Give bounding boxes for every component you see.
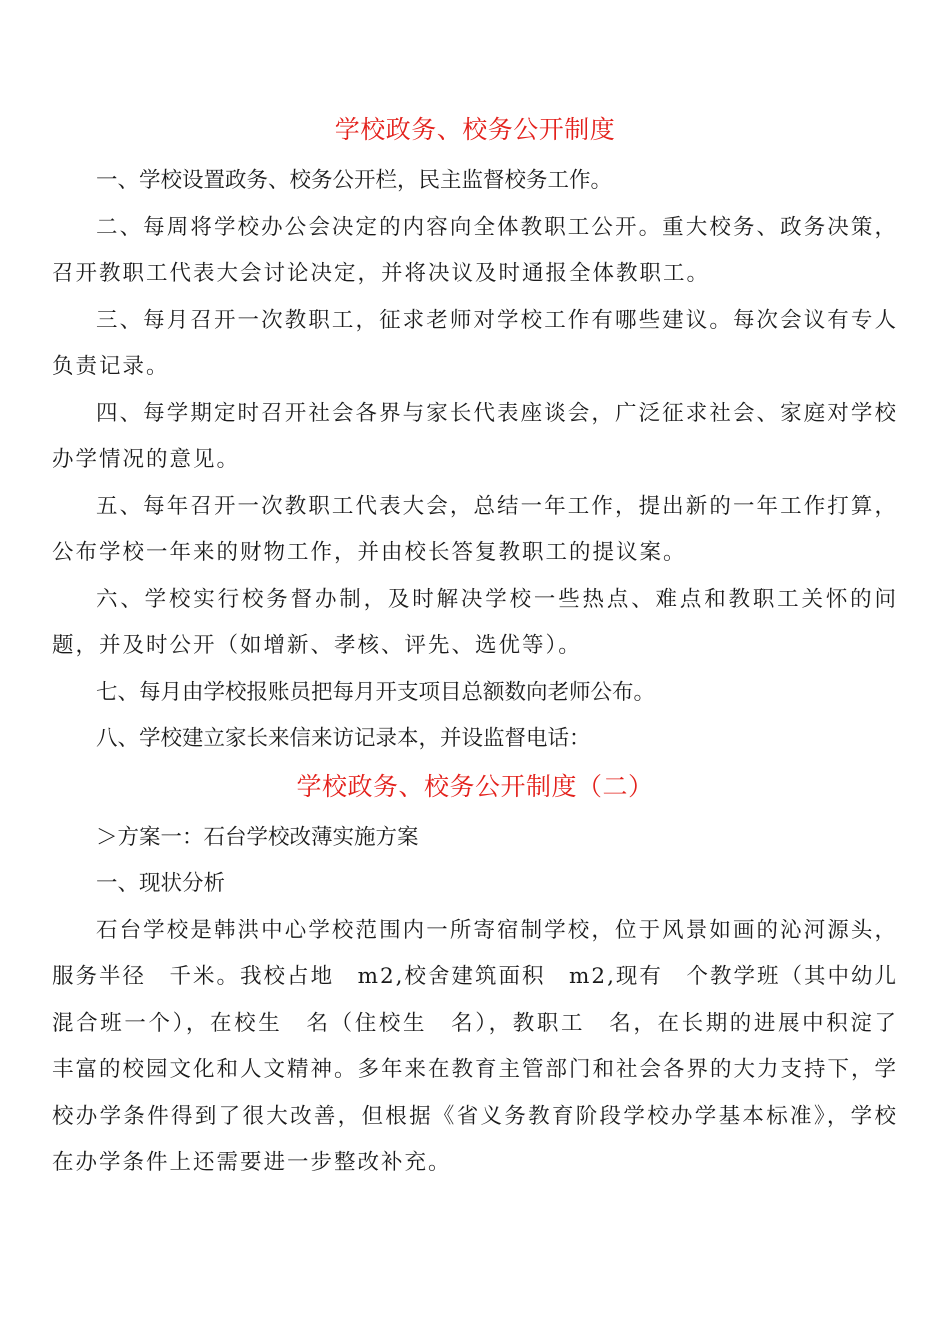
- item-8: 八、学校建立家长来信来访记录本，并设监督电话：: [96, 726, 591, 751]
- section-title-2: 学校政务、校务公开制度（二）: [296, 771, 654, 801]
- body-paragraph: 石台学校是韩洪中心学校范围内一所寄宿制学校，位于风景如画的沁河源头，服务半径 千米。我校占地 m2,校舍建筑面积 m2,现有 个教学班（其中幼儿混合班一个），在校生 名（住校生 名），教职工 名，在长期的进展中积淀了丰富的校园文化和人文精神。多年来在教育主管部门和社会各界的大力支持下，学校办学条件得到了很大改善，但根据《省义务教育阶段学校办学基本标准》，学校在办学条件上还需要进一步整改补充。: [52, 917, 899, 1175]
- item-1: 一、学校设置政务、校务公开栏，民主监督校务工作。: [96, 168, 613, 193]
- item-3: 三、每月召开一次教职工，征求老师对学校工作有哪些建议。每次会议有专人负责记录。: [52, 307, 898, 379]
- item-2: 二、每周将学校办公会决定的内容向全体教职工公开。重大校务、政务决策，召开教职工代表大会讨论决定，并将决议及时通报全体教职工。: [52, 214, 898, 286]
- document-page: [52, 108, 898, 1187]
- item-5: 五、每年召开一次教职工代表大会，总结一年工作，提出新的一年工作打算，公布学校一年来的财物工作，并由校长答复教职工的提议案。: [52, 493, 898, 565]
- document-title: 学校政务、校务公开制度: [334, 115, 616, 144]
- item-4: 四、每学期定时召开社会各界与家长代表座谈会，广泛征求社会、家庭对学校办学情况的意见。: [52, 400, 898, 472]
- plan-heading: ＞方案一：石台学校改薄实施方案: [96, 824, 419, 850]
- item-6: 六、学校实行校务督办制，及时解决学校一些热点、难点和教职工关怀的问题，并及时公开（如增新、孝核、评先、选优等）。: [52, 586, 898, 658]
- section-heading: 一、现状分析: [96, 871, 226, 896]
- item-7: 七、每月由学校报账员把每月开支项目总额数向老师公布。: [96, 679, 656, 705]
